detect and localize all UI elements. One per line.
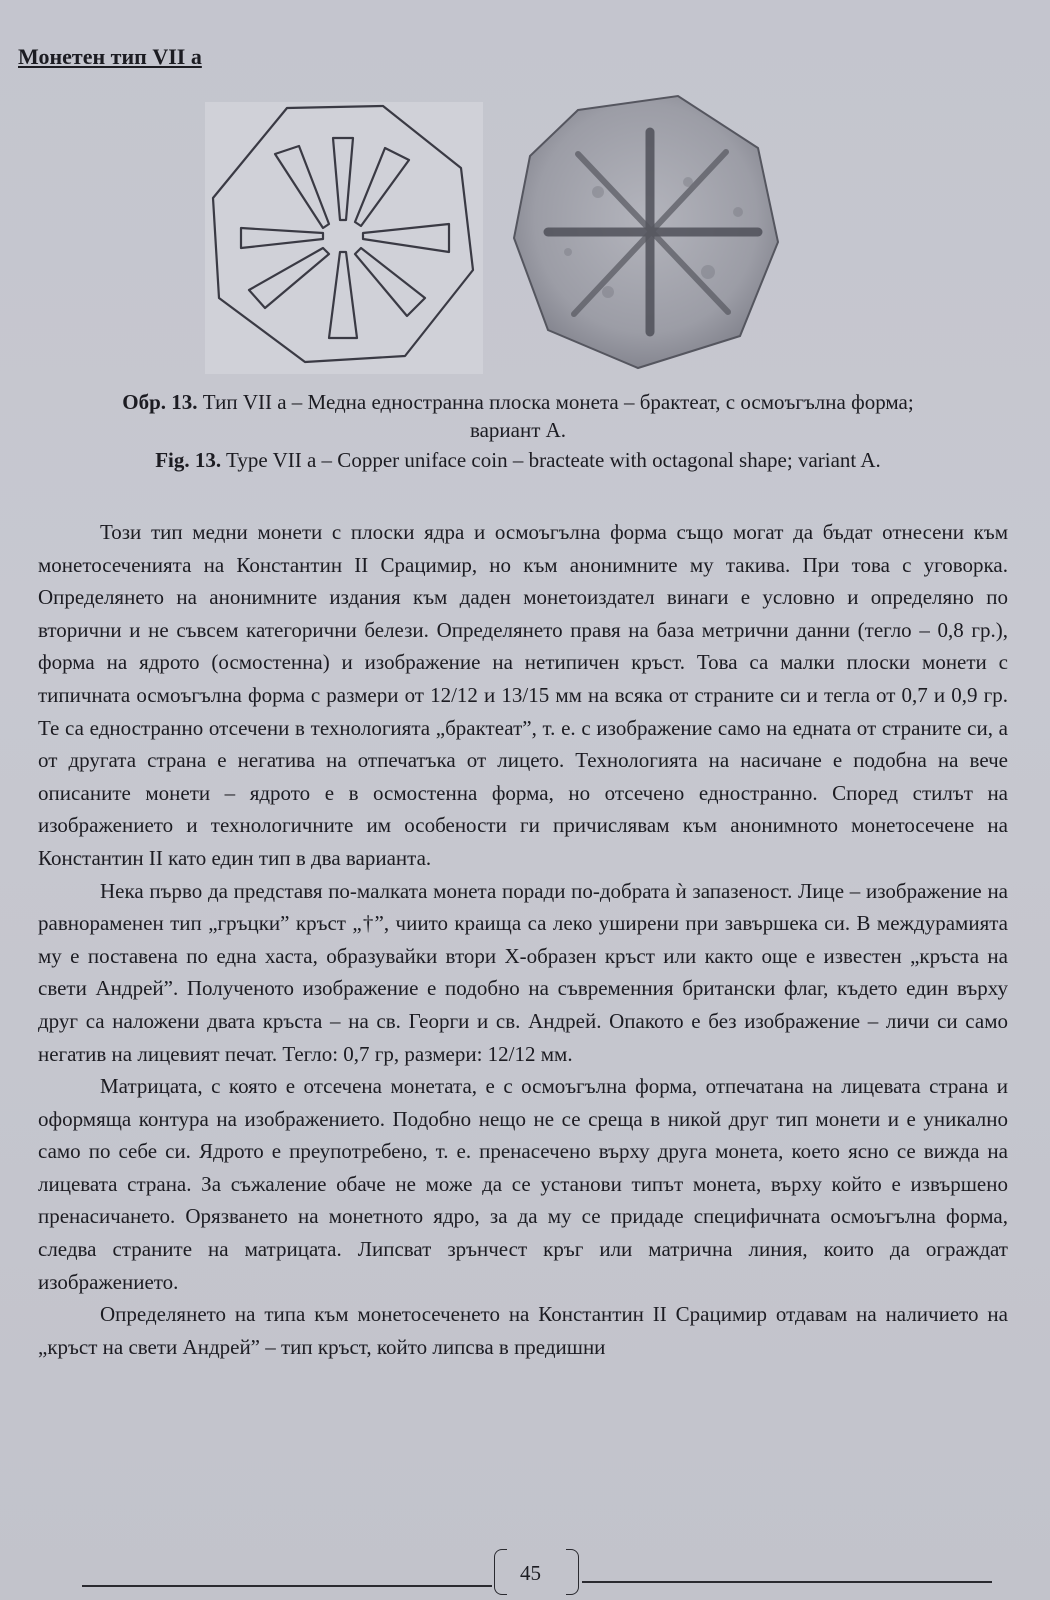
coin-photo (508, 92, 796, 374)
page-footer (0, 1545, 1050, 1600)
page-number-bracket-left (494, 1549, 507, 1595)
figure-caption-bg (18, 388, 1018, 416)
body-text (38, 516, 1008, 1363)
footer-rule-right (582, 1581, 992, 1583)
paragraph-4: Определянето на типа към монетосеченето на Константин II Срацимир отдавам на наличието на „кръст на свети Андрей” – тип кръст, който липсва в предишни (38, 1302, 1008, 1359)
caption-en-label: Fig. 13. (155, 448, 222, 472)
footer-rule-left (82, 1585, 492, 1587)
figure-caption-bg-continued: вариант A. (469, 418, 567, 442)
paragraph-3: Матрицата, с която е отсечена монетата, е с осмоъгълна форма, отпечатана на лицевата страна и оформяща контура на изображението. Подобно нещо не се среща в никой друг тип монети и е уникално само по себе си. Ядрото е преупотребено, т. е. пренасечено върху друга монета, което ясно се вижда на лицевата страна. За съжаление обаче не може да се установи типът монета, върху който е извършено пренасичането. Орязването на монетното ядро, за да му се придаде специфичната осмоъгълна форма, следва страните на матрицата. Липсват зрънчест кръг или матрична линия, които да ограждат изображението. (38, 1074, 1008, 1294)
caption-bg-label: Обр. 13. (122, 390, 198, 414)
paragraph-2: Нека първо да представя по-малката монета поради по-добрата ѝ запазеност. Лице – изображение на равнораменен тип „гръцки” кръст „†”, чиито краища са леко уширени при завършека си. В междурамията му е поставена по една хаста, образувайки втори X-образен кръст или както още е известен „кръста на свети Андрей”. Полученото изображение е подобно на съвременния британски флаг, където един върху друг са наложени двата кръста – на св. Георги и св. Андрей. Опакото е без изображение – личи си само негатив на лицевият печат. Тегло: 0,7 гр, размери: 12/12 мм. (38, 878, 1008, 1066)
page-number-bracket-right (566, 1549, 579, 1595)
caption-bg-text: Тип VII a – Медна едностранна плоска монета – брактеат, с осмоъгълна форма; (202, 390, 914, 414)
caption-en-text: Type VII a – Copper uniface coin – bracteate with octagonal shape; variant A. (226, 448, 881, 472)
coin-figure (0, 0, 1050, 380)
paragraph-1: Този тип медни монети с плоски ядра и осмоъгълна форма също могат да бъдат отнесени към монетосеченията на Константин II Срацимир, но към анонимните му такива. При това с уговорка. Определянето на анонимните издания към даден монетоиздател винаги е условно и определяно по вторични и не съвсем категорични белези. Определянето правя на база метрични данни (тегло – 0,8 гр.), форма на ядрото (осмостенна) и изображение на нетипичен кръст. Това са малки плоски монети с типичната осмоъгълна форма с размери от 12/12 и 13/15 мм на всяка от страните си и тегла от 0,7 и 0,9 гр. Те са едностранно отсечени в технологията „брактеат”, т. е. с изображение само на едната от страните си, а от другата страна е негатива на отпечатъка от лицето. Технологията на насичане е подобна на вече описаните монети – ядрото е в осмостенна форма, но отсечено едностранно. Според стилът на изображението и технологичните им особености ги причислявам към анонимното монетосечене на Константин II като един тип в два варианта. (38, 520, 1008, 870)
section-heading: Монетен тип VII a (18, 44, 202, 69)
page-number: 45 (520, 1561, 541, 1585)
figure-caption-en (18, 446, 1018, 474)
coin-drawing (205, 102, 483, 374)
